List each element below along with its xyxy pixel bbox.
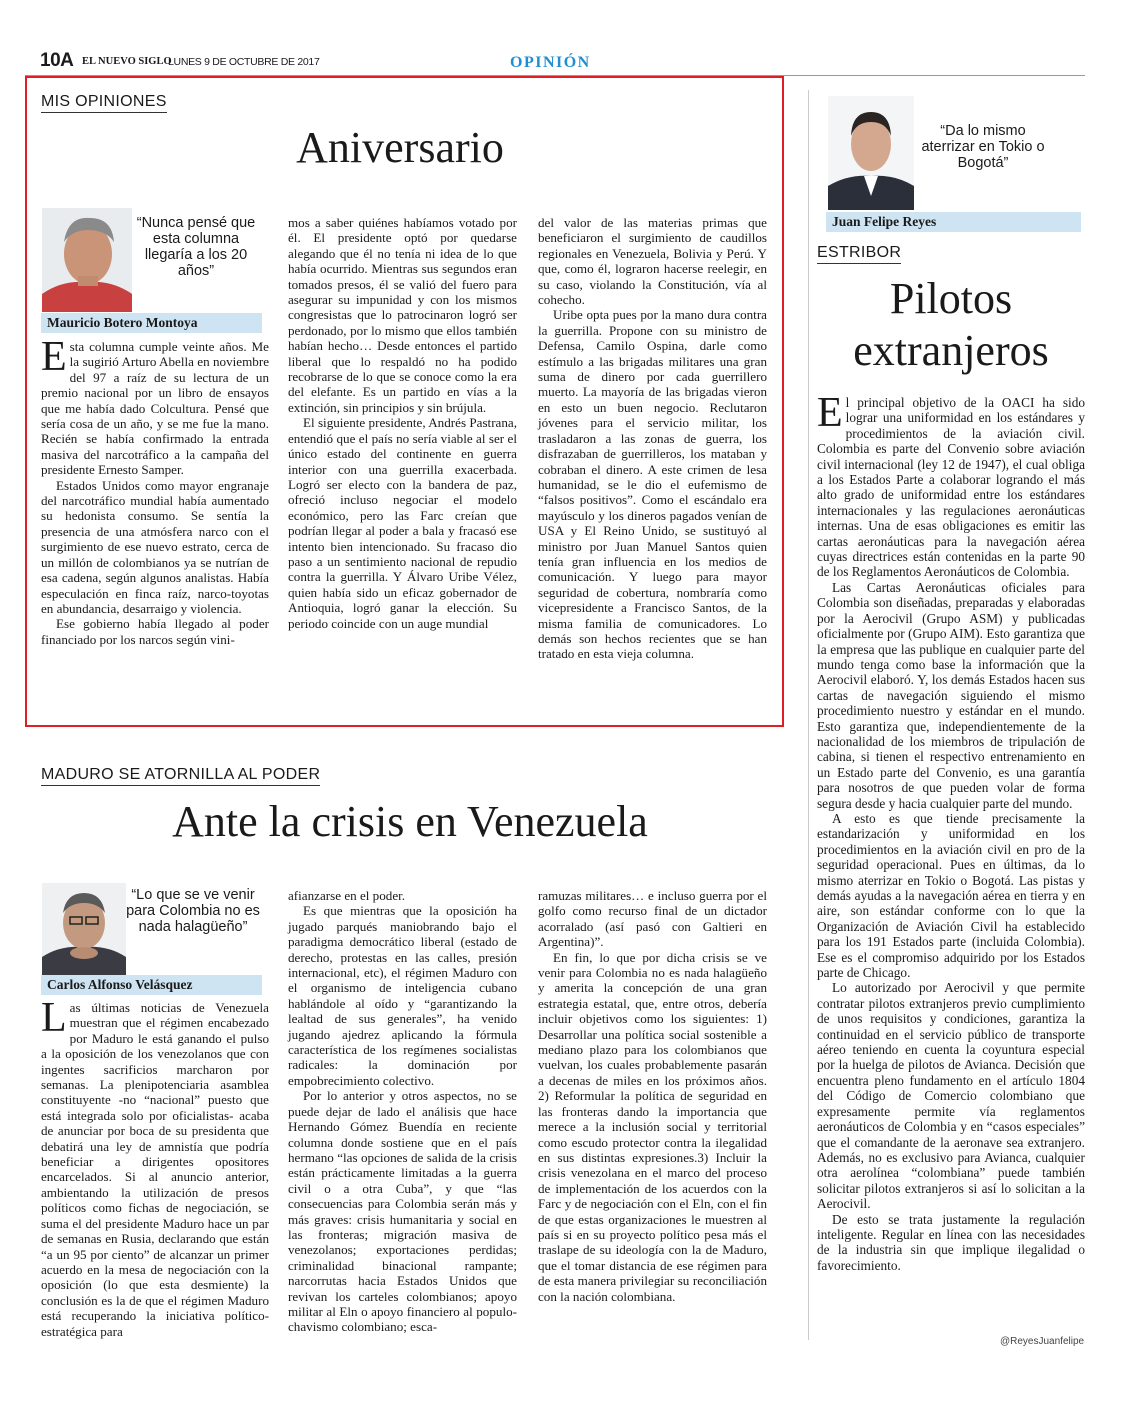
paragraph: Uribe opta pues por la mano dura contra la guerrilla. Propone con su ministro de Defensa, Camilo Ospina, darle como estímulo a las brigadas militares una gran suma de dinero por cada guerrillero muerto. La mayoría de las brigadas vieron en esto un buen negocio. Reclutaron jóvenes para el servicio militar, los trasladaron a las zonas de guerra, los disfrazaban de guerrilleros, los mataban y cobraban el dinero. A este crimen de lesa humanidad, se le dio el eufemismo de “falsos positivos”. Como el escándalo era mayúsculo y los dineros pagados venían de USA y El Reino Unido, se sustituyó al ministro por Juan Manuel Santos quien tenía gran influencia en los medios de comunicación. Y luego para mayor seguridad de cobertura, nombraría como vicepresidente a Francisco Santos, de la misma familia de comunicadores. Lo demás son hechos recientes que se han tratado en esta vieja columna. (538, 307, 767, 662)
author-photo (42, 208, 132, 312)
author-photo (828, 96, 914, 210)
column-divider (808, 90, 809, 1340)
paragraph: Por lo anterior y otros aspectos, no se puede dejar de lado el análisis que hace Hernando Gómez Buendía en reciente columna donde sostiene que en el país hermano “las opciones de salida de la crisis están prácticamente limitadas a la guerra civil o a otra Cuba”, y que “las consecuencias para Colombia serán más y más graves: crisis humanitaria y social en las fronteras; migración masiva de venezolanos; exportaciones perdidas; criminalidad binacional rampante; narcorrutas hacia Estados Unidos que revivan los carteles colombianos; apoyo militar al Eln o apoyo financiero al populo-chavismo colombiano; esca- (288, 1088, 517, 1335)
title-line: extranjeros (853, 326, 1049, 375)
paragraph: El siguiente presidente, Andrés Pastrana, entendió que el país no sería viable al ser el único estado del continente en guerra interior con una guerrilla exacerbada. Logró ser electo con la bandera de paz, ofreció incluso negociar el modelo económico, pero las Farc creían que podrían llegar al poder a bala y fracasó ese intento bien intencionado. Su fracaso dio paso a un sentimiento nacional de repudio contra la guerrilla. Y Álvaro Uribe Vélez, quien había sido un eficaz gobernador de Antioquia, logró ganar la elección. Su periodo coincide con un auge mundial (288, 415, 517, 631)
article2-quote: “Lo que se ve venir para Colombia no es nada halagüeño” (126, 887, 260, 935)
paragraph: En fin, lo que por dicha crisis se ve venir para Colombia no es nada halagüeño y amerita la concepción de una gran estrategia estatal, que, entre otros, debería incluir objetivos como los siguientes: 1) Desarrollar una política social sostenible a mediano plazo para los colombianos que vuelvan, los cuales probablemente pasarán a decenas de miles en los próximos años. 2) Reformular la política de seguridad en las fronteras dando la importancia que merece a la inclusión social y territorial como escudo protector contra la ilegalidad en sus distintas expresiones.3) Incluir la crisis venezolana en el marco del proceso de implementación de los acuerdos con la Farc y de negociación con el Eln, con el fin de que estas organizaciones le muestren al país si en su proyecto político pesa más el traslape de su ideología con la de Maduro, que el tomar distancia de ese régimen para de esta manera privilegiar su reconciliación con la nación colombiana. (538, 949, 767, 1304)
article2-column-2 (288, 888, 517, 1335)
paragraph: Estados Unidos como mayor engranaje del narcotráfico mundial había aumentado su hedonista consumo. Se sentía la presencia de una atmósfera narco con el surgimiento de ese nuevo estrato, cerca de un millón de colombianos ya se nutrían de esa cadena, según algunos analistas. Había especulación en finca raíz, narco-toyotas en abundancia, desarraigo y violencia. (41, 477, 269, 616)
paragraph: as últimas noticias de Venezuela muestran que el régimen encabezado por Maduro le está ganando el pulso a la oposición de los venezolanos que con ingentes sacrificios marcharon por semanas. La plenipotenciaria asamblea constituyente -no “nacional” puesto que está integrada solo por oficialistas- acaba de anunciar por boca de su presidenta que debatirá una ley de amnistía que podría beneficiar a dirigentes opositores encarcelados. Si al anuncio anterior, ambientando la utilización de presos políticos como fichas de negociación, se suma el del presidente Maduro hace un par de semanas en Rusia, declarando que están “a un 95 por ciento” de alcanzar un primer acuerdo en la mesa de negociación con la oposición (lo que esta desmiente) la conclusión es la de que el régimen Maduro está recuperando la iniciativa político-estratégica para (41, 1000, 269, 1339)
article2-column-3 (538, 888, 767, 1304)
drop-cap: L (41, 995, 67, 1041)
section-name: OPINIÓN (510, 54, 591, 71)
drop-cap: E (817, 390, 843, 436)
twitter-handle: @ReyesJuanfelipe (1000, 1336, 1085, 1347)
author-photo (42, 883, 126, 975)
article1-kicker: MIS OPINIONES (41, 93, 167, 113)
paragraph: A esto es que tiende precisamente la estandarización y uniformidad en los procedimientos en la aviación civil en pro de la seguridad operacional. Pues en últimas, da lo mismo aterrizar en Tokio o Bogotá. Las pistas y demás ayudas a la navegación aérea en tierra y en aire, son estándar conforme con lo que la Organización de Aviación Civil ha establecido para los 191 Estados parte (incluida Colombia). Ese es el compromiso adquirido por los Estados parte de Chicago. (817, 810, 1085, 981)
paragraph: ramuzas militares… e incluso guerra por el golfo como recurso final de un dictador acorralado (así pasó con Galtieri en Argentina)”. (538, 888, 767, 950)
article1-author: Mauricio Botero Montoya (41, 313, 262, 333)
article3-column (817, 390, 1085, 1273)
article2-column-1 (41, 995, 269, 1339)
article1-quote: “Nunca pensé que esta columna llegaría a los 20 años” (136, 215, 256, 279)
article1-title: Aniversario (296, 123, 504, 172)
article1-column-3 (538, 215, 767, 662)
title-line: Pilotos (889, 274, 1013, 323)
article2-author: Carlos Alfonso Velásquez (41, 975, 262, 995)
article1-column-2 (288, 215, 517, 631)
article3-kicker: ESTRIBOR (817, 244, 901, 264)
article3-title (817, 273, 1085, 377)
paragraph: mos a saber quiénes habíamos votado por él. El presidente optó por quedarse alegando que él no tenía ni idea de lo que había ocurrido. Mientras sus segundos eran tomados presos, él se valió del fuero para asegurar su impunidad y con los mismos congresistas que lo patrocinaron logró ser perdonado, por lo mismo que ellos también habían hecho… Desde entonces el partido liberal que lo respaldó no ha podido recobrarse de lo que se conoce como la era del elefante. Es un partido en vías a la extinción, sin principios y sin brújula. (288, 215, 517, 415)
paragraph: l principal objetivo de la OACI ha sido lograr una uniformidad en los estándares y procedimientos de la aviación civil. Colombia es parte del Convenio sobre aviación civil internacional (ley 12 de 1947), el cual obliga a los Estados Parte a colaborar logrando el más alto grado de uniformidad entre los estándares internacionales y las regulaciones aeronáuticas internas. Una de esas obligaciones es emitir las cartas aeronáuticas para la navegación aérea cuyas directrices están contenidas en la parte 90 de los Reglamentos Aeronáuticos de Colombia. (817, 395, 1085, 580)
issue-date: LUNES 9 DE OCTUBRE DE 2017 (168, 56, 320, 68)
paragraph: afianzarse en el poder. (288, 888, 406, 903)
page-number: 10A (40, 50, 74, 71)
article2-title: Ante la crisis en Venezuela (172, 797, 648, 846)
drop-cap: E (41, 334, 67, 380)
newspaper-name: EL NUEVO SIGLO (82, 56, 172, 67)
paragraph: De esto se trata justamente la regulación inteligente. Regular en línea con las necesidades de la industria sin que implique ilegalidad o favorecimiento. (817, 1211, 1085, 1273)
paragraph: Lo autorizado por Aerocivil y que permite contratar pilotos extranjeros previo cumplimiento de unos requisitos y condiciones, garantiza la continuidad en el servicio público de transporte aéreo teniendo en cuenta la coyuntura especial por la huelga de pilotos de Avianca. Decisión que encuentra pleno fundamento en el artículo 1804 del Código de Comercio colombiano que expresamente permite vía reglamentos aeronáuticos de Colombia y en “casos especiales” que el comandante de la aeronave sea extranjero. Además, no es exclusivo para Avianca, cualquier otra aerolínea “colombiana” puede también solicitar pilotos extranjeros si así lo solicitan a la Aerocivil. (817, 980, 1085, 1212)
paragraph: Es que mientras que la oposición ha jugado parqués maniobrando bajo el paradigma democrático liberal (estado de derecho, protestas en las calles, presión internacional, etc), el régimen Maduro con el organismo de inteligencia cubano hablándole al oído y “garantizando la lealtad de sus generales”, ha venido jugando ajedrez aplicando la fórmula característica de los regímenes socialistas radicales: la dominación por empobrecimiento colectivo. (288, 903, 517, 1088)
paragraph: sta columna cumple veinte años. Me la sugirió Arturo Abella en noviembre del 97 a raíz de su lectura de un premio nacional por un libro de ensayos que me había dado Colcultura. Pensé que sería cosa de un año, y se me fue la mano. Recién se había confirmado la entrada masiva del narcotráfico a la campaña del presidente Ernesto Samper. (41, 339, 269, 478)
paragraph: del valor de las materias primas que beneficiaron el surgimiento de caudillos regionales en Venezuela, Bolivia y Perú. Y que, como él, lograron hacerse reelegir, en su caso, violando la Constitución, vía al cohecho. (538, 215, 767, 308)
paragraph: Ese gobierno había llegado al poder financiado por los narcos según vini- (41, 616, 269, 647)
article1-column-1 (41, 334, 269, 647)
article2-kicker: MADURO SE ATORNILLA AL PODER (41, 766, 320, 786)
article3-quote: “Da lo mismo aterrizar en Tokio o Bogotá” (921, 123, 1045, 171)
paragraph: Las Cartas Aeronáuticas oficiales para Colombia son diseñadas, preparadas y elaboradas por la Aerocivil (Grupo ASM) y publicadas oficialmente por (Grupo AIM). Esto garantiza que la empresa que las publique en cualquier parte del mundo tenga como base la información que la Aerocivil elaboró. Y, los demás Estados hacen sus cartas de navegación siguiendo el mismo procedimiento nuestro y estándar en el mundo. Esto garantiza que, independientemente de la nacionalidad de los miembros de tripulación de cabina, si tienen el respectivo entrenamiento en un Estado parte del Convenio, es una garantía para nosotros de que pueden volar de forma segura desde y hacia cualquier parte del mundo. (817, 579, 1085, 811)
article3-author: Juan Felipe Reyes (826, 212, 1081, 232)
